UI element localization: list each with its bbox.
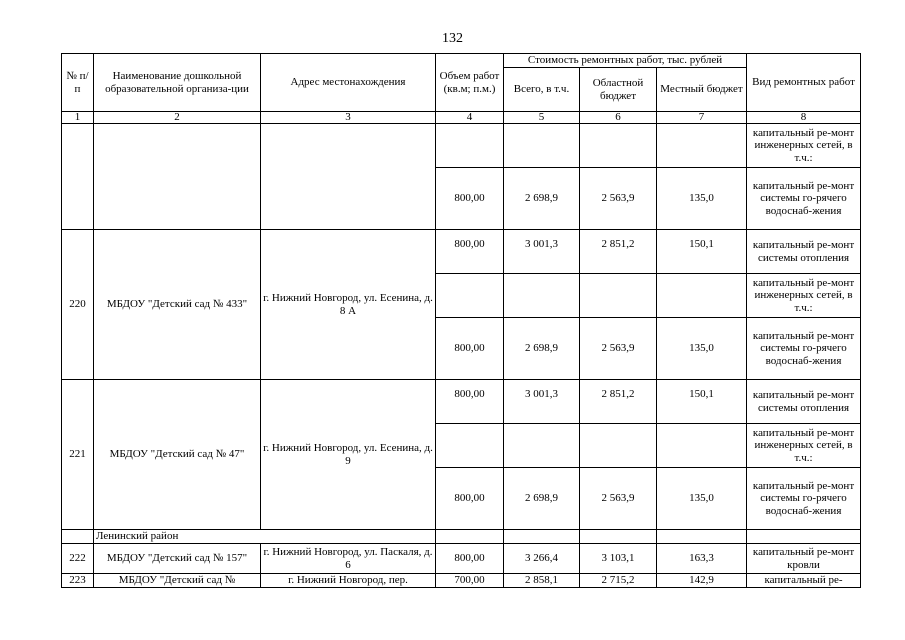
row-221-hw-total: 2 698,9 — [504, 468, 580, 530]
district-regional — [580, 530, 657, 544]
row-222-address: г. Нижний Новгород, ул. Паскаля, д. 6 — [261, 544, 436, 574]
row-223-volume: 700,00 — [436, 574, 504, 588]
row-221-no: 221 — [62, 380, 94, 530]
row-220-hw-volume: 800,00 — [436, 318, 504, 380]
table-row — [62, 544, 861, 574]
district-local — [657, 530, 747, 544]
work-type-hot-water: капитальный ре-монт системы го-рячего водоснаб-жения — [747, 468, 861, 530]
table-row — [62, 530, 861, 544]
cont-eng-local — [657, 124, 747, 168]
work-type-hot-water: капитальный ре-монт системы го-рячего водоснаб-жения — [747, 168, 861, 230]
row-220-hw-local: 135,0 — [657, 318, 747, 380]
district-no — [62, 530, 94, 544]
district-volume — [436, 530, 504, 544]
table-row — [62, 124, 861, 168]
column-numbers-row — [62, 112, 861, 124]
row-223-total: 2 858,1 — [504, 574, 580, 588]
row-221-hw-regional: 2 563,9 — [580, 468, 657, 530]
cont-no — [62, 124, 94, 230]
row-222-no: 222 — [62, 544, 94, 574]
colnum-6: 6 — [580, 112, 657, 124]
row-220-heat-total: 3 001,3 — [504, 230, 580, 274]
work-type-engineering: капитальный ре-монт инженерных сетей, в т.ч.: — [747, 124, 861, 168]
row-220-eng-regional — [580, 274, 657, 318]
row-220-hw-regional: 2 563,9 — [580, 318, 657, 380]
row-221-eng-volume — [436, 424, 504, 468]
row-221-name: МБДОУ "Детский сад № 47" — [94, 380, 261, 530]
work-type-engineering: капитальный ре-монт инженерных сетей, в т.ч.: — [747, 424, 861, 468]
row-221-eng-regional — [580, 424, 657, 468]
cont-eng-volume — [436, 124, 504, 168]
district-total — [504, 530, 580, 544]
row-221-hw-volume: 800,00 — [436, 468, 504, 530]
row-221-eng-total — [504, 424, 580, 468]
work-type-heating: капитальный ре-монт системы отопления — [747, 380, 861, 424]
work-type-heating: капитальный ре-монт системы отопления — [747, 230, 861, 274]
row-221-hw-local: 135,0 — [657, 468, 747, 530]
page-number: 132 — [442, 31, 463, 46]
row-222-volume: 800,00 — [436, 544, 504, 574]
row-220-name: МБДОУ "Детский сад № 433" — [94, 230, 261, 380]
header-regional: Областной бюджет — [580, 68, 657, 112]
header-total: Всего, в т.ч. — [504, 68, 580, 112]
row-220-address: г. Нижний Новгород, ул. Есенина, д. 8 А — [261, 230, 436, 380]
cont-eng-total — [504, 124, 580, 168]
row-221-heat-volume: 800,00 — [436, 380, 504, 424]
row-223-local: 142,9 — [657, 574, 747, 588]
row-220-heat-regional: 2 851,2 — [580, 230, 657, 274]
table-row — [62, 380, 861, 424]
repair-works-table — [61, 53, 861, 588]
cont-hw-volume: 800,00 — [436, 168, 504, 230]
cont-hw-local: 135,0 — [657, 168, 747, 230]
work-type-partial: капитальный ре- — [747, 574, 861, 588]
row-223-name: МБДОУ "Детский сад № — [94, 574, 261, 588]
row-221-address: г. Нижний Новгород, ул. Есенина, д. 9 — [261, 380, 436, 530]
row-223-no: 223 — [62, 574, 94, 588]
row-221-eng-local — [657, 424, 747, 468]
work-type-engineering: капитальный ре-монт инженерных сетей, в т.ч.: — [747, 274, 861, 318]
header-volume: Объем работ (кв.м; п.м.) — [436, 54, 504, 112]
work-type-roof: капитальный ре-монт кровли — [747, 544, 861, 574]
cont-hw-total: 2 698,9 — [504, 168, 580, 230]
district-name: Ленинский район — [94, 530, 436, 544]
header-no: № п/п — [62, 54, 94, 112]
cont-name — [94, 124, 261, 230]
header-local: Местный бюджет — [657, 68, 747, 112]
header-work-type: Вид ремонтных работ — [747, 54, 861, 112]
row-222-local: 163,3 — [657, 544, 747, 574]
header-address: Адрес местонахождения — [261, 54, 436, 112]
row-222-name: МБДОУ "Детский сад № 157" — [94, 544, 261, 574]
row-222-regional: 3 103,1 — [580, 544, 657, 574]
row-221-heat-local: 150,1 — [657, 380, 747, 424]
table-row — [62, 574, 861, 588]
colnum-7: 7 — [657, 112, 747, 124]
row-221-heat-total: 3 001,3 — [504, 380, 580, 424]
row-222-total: 3 266,4 — [504, 544, 580, 574]
row-220-eng-local — [657, 274, 747, 318]
cont-eng-regional — [580, 124, 657, 168]
header-cost-group: Стоимость ремонтных работ, тыс. рублей — [504, 54, 747, 68]
row-220-hw-total: 2 698,9 — [504, 318, 580, 380]
work-type-hot-water: капитальный ре-монт системы го-рячего водоснаб-жения — [747, 318, 861, 380]
colnum-1: 1 — [62, 112, 94, 124]
header-org-name: Наименование дошкольной образовательной организа-ции — [94, 54, 261, 112]
header-row-1 — [62, 54, 861, 68]
cont-hw-regional: 2 563,9 — [580, 168, 657, 230]
district-work — [747, 530, 861, 544]
row-221-heat-regional: 2 851,2 — [580, 380, 657, 424]
row-220-eng-volume — [436, 274, 504, 318]
colnum-3: 3 — [261, 112, 436, 124]
row-220-no: 220 — [62, 230, 94, 380]
row-220-heat-volume: 800,00 — [436, 230, 504, 274]
colnum-2: 2 — [94, 112, 261, 124]
row-220-eng-total — [504, 274, 580, 318]
table-row — [62, 230, 861, 274]
colnum-4: 4 — [436, 112, 504, 124]
row-223-address: г. Нижний Новгород, пер. — [261, 574, 436, 588]
colnum-5: 5 — [504, 112, 580, 124]
colnum-8: 8 — [747, 112, 861, 124]
row-223-regional: 2 715,2 — [580, 574, 657, 588]
row-220-heat-local: 150,1 — [657, 230, 747, 274]
cont-address — [261, 124, 436, 230]
